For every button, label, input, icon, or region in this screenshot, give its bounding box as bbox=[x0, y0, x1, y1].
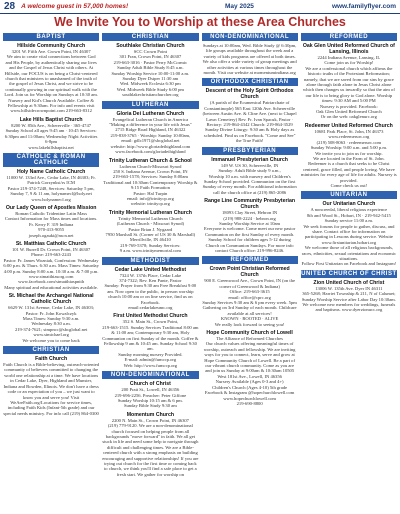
church-name: St. Michael the Archangel National Catholic Church bbox=[8, 293, 94, 306]
section-header: ORTHODOX CHRISTIAN bbox=[202, 78, 298, 86]
listing-text: Sunday Bible Study 9:30 am bbox=[123, 403, 177, 409]
header-divider bbox=[0, 13, 400, 14]
listing-text: Many spiritual and educational activities available. bbox=[4, 284, 98, 290]
church-listing bbox=[3, 43, 99, 114]
listing-text: email: gdlc1971@sbcglobal.net bbox=[121, 138, 180, 144]
listing-text: 101 W. Burrell Dr. Crown Point, IN 46307 bbox=[11, 246, 91, 252]
church-name: Faith Church bbox=[35, 356, 68, 363]
listing-text: KNOWN · ROOTED · ALIVE bbox=[220, 316, 279, 322]
church-name: Lake Hills Baptist Church bbox=[19, 116, 83, 123]
listing-text: www.facebook.com/gloriadeihighland bbox=[115, 149, 186, 155]
section-header: CATHOLIC & ROMAN CATHOLIC bbox=[3, 153, 99, 167]
listing-text: SCC Crown Point bbox=[133, 49, 167, 54]
listing-text: Nursery is provided. Facebook: bbox=[319, 103, 378, 109]
listing-text: Nursery Available (Ages 0-3 and 4+) bbox=[215, 379, 284, 385]
listing-text: www.lakehillsbaptist.net bbox=[28, 144, 74, 150]
listing-text: Sunday Worship: 9:00 a.m. and 5:00 p.m. bbox=[310, 145, 388, 151]
church-listing bbox=[301, 201, 397, 266]
listing-text: Wed. Midweek Bible Study 6:00 pm bbox=[116, 86, 184, 92]
listing-text: Office: 219-663-3615 bbox=[229, 289, 270, 295]
church-name: Oak Glen United Reformed Church of Lansing, Illinois bbox=[302, 43, 395, 55]
church-listing bbox=[202, 266, 298, 327]
listing-text: Sundays at 10:00am, Wed. Bible Study @ 6:30pm, life groups available throughout the week and a variety of kids programs are offered at both times. We also offer a wide variety of group meetings and other activities at various times throughout the month. Visit our website at momentumindiana.org bbox=[202, 43, 297, 76]
listing-text: "Making a difference in your life with Jesus" bbox=[109, 122, 192, 128]
church-name: Trinity Lutheran Church & School bbox=[109, 157, 192, 164]
listing-text: (Lutheran Church - Missouri Synod) bbox=[116, 221, 185, 227]
church-name: Our Unitarian Church bbox=[322, 201, 376, 208]
listing-text: Come check us out! bbox=[330, 182, 368, 188]
listing-text: 13006 W. 135th Ave. Dyer IN 46311 bbox=[315, 285, 383, 291]
directory-column bbox=[102, 32, 198, 512]
listing-text: Or on the web: oakglenurc.org bbox=[320, 114, 377, 120]
listing-text: Web: http://www.fumccp.org bbox=[123, 362, 178, 368]
church-listing bbox=[202, 43, 298, 75]
listing-text: We really look forward to seeing you! bbox=[214, 321, 285, 327]
listing-text: www.stmichael.org bbox=[33, 332, 69, 338]
listing-text: 219-696-2256. Preacher: Peter Giffone bbox=[114, 392, 187, 398]
section-header: CHRISTIAN bbox=[102, 33, 198, 41]
church-listing bbox=[102, 412, 198, 477]
listing-text: 374-7322; Rev. Ken Pante, Pastor bbox=[119, 278, 182, 283]
section-header: METHODIST bbox=[102, 257, 198, 265]
tagline: A welcome guest in 57,000 homes! bbox=[21, 3, 129, 10]
site-url[interactable]: www.familyflyer.com bbox=[331, 3, 396, 10]
church-listing bbox=[202, 330, 298, 406]
listing-text: 352 S. Main St., Crown Point, bbox=[122, 319, 179, 325]
section-header: REFORMED bbox=[202, 256, 298, 264]
listing-text: 8200 W. 85th Ave., Schererville · 365-4747 bbox=[11, 122, 92, 128]
church-name: Immanuel Presbyterian Church bbox=[211, 156, 288, 163]
church-listing bbox=[202, 88, 298, 143]
church-name: Southlake Christian Church bbox=[116, 43, 185, 49]
section-header: UNITARIAN bbox=[301, 191, 397, 199]
listing-text: 219-374-7621; stmpncc@sbcglobal.net bbox=[14, 326, 88, 332]
listing-text: Phone: 219-663-2243 bbox=[31, 252, 72, 258]
listing-text: 900 E. Greenwood Ave., Crown Point, IN (on the corner of Greenwood & Indiana) bbox=[204, 278, 295, 289]
church-listing bbox=[102, 111, 198, 155]
listing-text: (A parish of the Ecumenical Patriarchate of Constantinople) 565 East 120th Ave. Schererville (between Austin Ave. & Cline Ave. (next to Chapel Lawn Cemetery) Rev. Fr. Ivan Spacuk, Pastor · Rectory: 219-864-4342 Church: 219-864-3529 Sunday Divine Liturgy: 9:30 am & Holy days as scheduled. Find us on Facebook. "Come and See" the True Faith! bbox=[202, 100, 297, 144]
directory-column bbox=[202, 32, 298, 512]
church-listing bbox=[3, 293, 99, 343]
church-name: Zion United Church of Christ bbox=[313, 279, 385, 286]
listing-text: email: info@trinitycp.org bbox=[126, 195, 174, 201]
listing-text: We welcome those of all religious backgrounds, races, ethnicities, sexual orientations and economic situations. bbox=[301, 245, 397, 261]
listing-text: 219-663-1578; Services: Sunday 8:00am Traditional and 10:30am Contemporary Worship & 9:15 Faith Formation bbox=[103, 174, 198, 191]
church-name: Holy Name Catholic Church bbox=[16, 168, 86, 175]
listing-text: Pastor: Fr. James Wozniak, Confession: Wednesday 6:00 p.m. & Thurs. 6:30 a.m. Mass Times: Saturday 4:00 p.m. Sunday 8:00 a.m. 10:30 a.m. & 7:00 p.m. bbox=[3, 257, 99, 274]
section-header: BAPTIST bbox=[3, 33, 99, 41]
listing-text: We are a confessional church which affirms the historic truths of the Protestant Reformation; namely, that we are saved from our sins by grace alone through faith alone in Jesus Christ alone which then changes us inwardly so that the aim of our life is to bring glory to God alone. Worship times: 9:30 AM and 5:00 PM bbox=[302, 65, 395, 104]
section-header: REFORMED bbox=[301, 33, 397, 41]
listing-text: 219-769-5378; Sunday Services: bbox=[120, 242, 181, 248]
page-number: 28 bbox=[4, 1, 16, 12]
section-header: CHRISTIAN bbox=[3, 346, 99, 354]
listing-text: 7950 Marshall St. (Corner of US 30 & Marshall) Merrillville, IN 46410 bbox=[105, 231, 196, 243]
listing-text: 2200 N. Main St., Crown Point, IN 46307 bbox=[111, 417, 189, 423]
section-header: PRESBYTERIAN bbox=[202, 147, 298, 155]
church-listing bbox=[102, 158, 198, 207]
listing-text: email: office@cprc.org bbox=[228, 294, 271, 300]
listing-text: Faith Church is a Bible-believing, outreach-oriented community of believers committed to changing the world one relationship at a time. We have locations in Cedar Lake, Dyer, Highland and Munster, Indiana and Bowden, Illinois. We don't have a dress code or an expectation of you – we just want to know you and serve you! Visit WeAreFaith.org/Locations for service times, including Faith Kids (Infant-5th grade) and our special needs ministry. For info call (219) 864-0300 bbox=[3, 362, 100, 416]
listing-text: Sunday service 11:00 a.m. bbox=[324, 218, 374, 224]
listing-text: The Alliance of Reformed Churches bbox=[216, 336, 283, 342]
listing-text: Sunday Worship Service 10:00-11:00 a.m. bbox=[111, 70, 190, 76]
page-headline: We Invite You to Worship at these Area Churches bbox=[54, 15, 346, 29]
listing-text: 970-413-9055 bbox=[38, 227, 65, 233]
listing-text: Sunday Services 9:30 am & 6 pm every week. 5pm Gathering on 3rd Sunday of each month. Childcare available at all services! bbox=[202, 300, 297, 316]
listing-text: Children's Church (Ages 4-10) 5th grade bbox=[212, 384, 288, 390]
listing-text: 2715 Ridge Road Highland, IN 46322 bbox=[115, 127, 186, 133]
church-directory bbox=[3, 32, 397, 512]
listing-text: website: trinitycp.org bbox=[130, 201, 170, 207]
listing-text: Mass Times: Sunday 9:30 a.m. bbox=[22, 316, 80, 322]
listing-text: Come join us for Worship! bbox=[324, 60, 374, 66]
church-listing bbox=[202, 198, 298, 253]
listing-text: 8th and Wood St., Hobart, IN · 219-942-5415 bbox=[306, 212, 391, 218]
church-name: Redeemer United Reformed Church bbox=[304, 122, 393, 129]
listing-text: (219) 988-2224 · hebron.org bbox=[223, 215, 276, 221]
listing-text: Sunday: Prayer from 9:30 am Free Breakfast 9:00 am. Now open to the public, in person worship church 10:00 am or on line service, find us on Facebook. bbox=[104, 283, 197, 305]
church-name: Cedar Lake United Methodist bbox=[114, 266, 187, 273]
church-name: Descent of the Holy Spirit Orthodox Church bbox=[205, 88, 294, 101]
church-name: Gloria Dei Lutheran Church bbox=[116, 110, 185, 117]
church-name: St. Matthias Catholic Church bbox=[15, 240, 87, 247]
listing-text: (219) 508-8063 · redeemerurc.com bbox=[316, 139, 382, 145]
listing-text: www.redeemerurc.org bbox=[328, 134, 370, 140]
listing-text: 9 a.m. www.trinitymemorial.com bbox=[119, 248, 181, 254]
listing-text: Follow First Unitarian on Facebook and Instagram! bbox=[301, 261, 397, 267]
listing-text: 250 S. Indiana Avenue, Crown Point, IN bbox=[113, 168, 188, 174]
listing-text: email:cedarlakeumc.org bbox=[128, 305, 173, 311]
listing-text: We aim to create vital connections between God and His People, by authentically sharing our lives and the Gospel of Jesus Christ with others. At Hillside, our FOCUS is on being a Christ-centered church that ministers to unashamed of the truth of the gospel of Jesus Christ, and we strive to be continually growing in our spiritual walk with the Lord. Join us for Worship on Sundays at 10:30 am. Nursery and Kid's Church Available. Coffee & Fellowship at 9:30am. For info and events visit www.hillsidecrownpoint.com 219-663-8312 bbox=[4, 54, 98, 114]
church-listing bbox=[202, 157, 298, 195]
listing-text: Sunday morning nursery Provided. bbox=[118, 351, 183, 357]
listing-text: Worship 10 a.m. with nursery and Children's Sunday School provided. Communion on the first Sunday of every month. For additional information call the church office at (219) 865-2086 bbox=[202, 173, 297, 195]
listing-text: 6629 W. 131st Avenue, Cedar Lake, IN 46303; Pastor: Fr. John Kowalczyk bbox=[8, 305, 95, 316]
listing-text: 11000 W. 133rd Ave., Cedar Lake, IN 46303; Fr. Patrick Gorzynksi/rs ICM bbox=[6, 174, 96, 186]
church-listing bbox=[3, 169, 99, 202]
listing-text: A noncreedal, liberal religious experience bbox=[310, 207, 388, 213]
listing-text: 200 Pratt St., Lowell, IN 46356 bbox=[121, 387, 180, 393]
listing-text: 2244 Indiana Avenue, Lansing, IL bbox=[317, 55, 381, 60]
listing-text: We welcome you to come back bbox=[22, 337, 80, 343]
page-header bbox=[0, 0, 400, 13]
listing-text: Pastor: Hal Turpin bbox=[133, 190, 168, 196]
directory-column bbox=[301, 32, 397, 512]
church-name: Hope Community Church of Lowell bbox=[206, 330, 293, 337]
listing-text: Sunday Dyer Dstper 11:30 am bbox=[122, 76, 179, 82]
section-header: UNITED CHURCH OF CHRIST bbox=[301, 270, 397, 277]
listing-text: Contact Information for Mass times and locations. Fr. Kerry F. 319 Indiana bbox=[4, 216, 98, 227]
church-listing bbox=[3, 241, 99, 290]
listing-text: joseph.ogauki@ascn.net bbox=[28, 232, 74, 238]
listing-text: We are located in the Farm of St. John. bbox=[313, 155, 385, 161]
listing-text: We seek forums for people to gather, discuss, and share. Contact office for information on participating in Lessons during service. Website www.firstunitarian.hobart.org bbox=[303, 223, 395, 245]
church-listing bbox=[3, 117, 99, 150]
listing-text: 219-838-3765 · Worship: Sunday 10:00am, bbox=[110, 132, 191, 138]
listing-text: E-mail: admin@fumccp.org bbox=[124, 357, 177, 363]
listing-text: 219-690-8800 bbox=[236, 400, 263, 406]
church-listing bbox=[102, 313, 198, 368]
listing-text: 149 W. US 30, Schererville, IN bbox=[220, 162, 279, 168]
listing-text: Wednesday 8:30 a.m. bbox=[31, 321, 71, 327]
listing-text: southlakechristianchurcher.org bbox=[122, 92, 179, 98]
listing-text: Sunday School all ages 9:45 am · 10:45 Services: 6:30pm and 11:00am; Wednesday Night Activities 6-8pm bbox=[4, 128, 98, 145]
listing-text: (219) 779-9120. We are a non-denominational church focused on helping people from all backgrounds "move forward" in faith. We all get stuck in life and need some help to navigate through difficult and challenging times. We are a Bible-centered church with a strong emphasis on building encouraging and supportive relationships! If you are trying out church for the first time or coming back to church, we think you'll find a safe place to get a fresh start. We gather for worship on bbox=[102, 423, 199, 477]
listing-text: Redeemer is a church that seeks to be Christ centered, grace filled, and people loving. We have ministries for every age of life for adults. Nursery is provided. bbox=[301, 161, 397, 183]
section-header: NON-DENOMINATIONAL bbox=[202, 33, 298, 41]
listing-text: 3201 W. Fifth Ave. Crown Point, IN 46307 bbox=[11, 49, 91, 54]
listing-text: Our church values offering meaningful times of worship, outreach and fellowship. We are inviting ways for you to connect, learn, serve and grow at Hope Community Church of Lowell. Be a part of our vibrant church community. Come as you are and join us Sunday at 9:00am & 10:30am 10505 West 181st Ave., Lowell, IN 46356 bbox=[203, 341, 296, 379]
listing-text: 10681 Park Place, St. John, IN 46373 bbox=[314, 128, 384, 134]
listing-text: www.facebook.com/stmatthiaspnith bbox=[18, 279, 85, 285]
listing-text: 301 Fran, Crown Point, IN 46307 bbox=[119, 54, 182, 60]
listing-text: Sunday Worship 10:15 am & 6 pm. bbox=[117, 397, 183, 403]
listing-text: Oak Glen United Reformed Church bbox=[316, 109, 382, 115]
section-header: LUTHERAN bbox=[102, 101, 198, 109]
church-listing bbox=[301, 280, 397, 313]
listing-text: Pastor 219-374-7248, Services: Saturday 5 pm, Sunday 7, 9 & 11 am, holynamecl@holy.net bbox=[7, 185, 95, 197]
listing-text: Evangelical Lutheran Church in America bbox=[112, 116, 189, 122]
listing-text: Lutheran Church-Missouri Synod bbox=[119, 163, 182, 169]
church-name: Church of Christ bbox=[129, 381, 171, 388]
listing-text: www.holynamecl.org bbox=[31, 196, 71, 202]
church-listing bbox=[102, 210, 198, 254]
listing-text: Trinity Memorial Lutheran Church bbox=[118, 215, 183, 221]
listing-text: 219-663-3016 · Pastor Perry McCormic bbox=[113, 59, 188, 65]
listing-text: 365-5268; Harriet Township & 211, N of Calumet; Sunday Worship Service after Labor Day 10:30am. We welcome new members for weddings, funerals and baptisms. www.dyerzionucc.org bbox=[301, 291, 396, 313]
church-listing bbox=[301, 43, 397, 120]
church-listing bbox=[3, 356, 99, 416]
section-header: NON-DENOMINATIONAL bbox=[102, 371, 198, 379]
church-listing bbox=[3, 205, 99, 238]
church-listing bbox=[102, 381, 198, 409]
listing-text: www.stmatthiasorg.com bbox=[28, 274, 74, 279]
church-listing bbox=[102, 43, 198, 98]
listing-text: Sunday Adult Bible Study 8:45 a.m. bbox=[117, 65, 184, 71]
listing-text: Sunday Worship Service at 10am bbox=[219, 220, 281, 226]
church-name: First United Methodist Church bbox=[113, 313, 188, 320]
directory-column bbox=[3, 32, 99, 512]
church-name: Momentum Church bbox=[126, 411, 174, 418]
listing-text: Wed. Midweek Ecclesia 6:30 pm bbox=[120, 81, 181, 87]
listing-text: Everyone is welcome. Come meet our new pastor Communion on the first Sunday of every month. Sunday School for children ages 5-12 during Church on Communion Sundays. For more info contact Church office: 219-996-8246. bbox=[203, 226, 296, 253]
church-name: Crown Point Christian Reformed Church bbox=[209, 266, 290, 279]
listing-text: 18093 Clay Street, Hebron IN bbox=[222, 210, 278, 216]
church-listing bbox=[102, 267, 198, 311]
church-name: Hillside Community Church bbox=[17, 43, 86, 49]
listing-text: Pastor Brian J. Nygaard bbox=[128, 226, 173, 232]
church-name: Range Line Community Presbyterian Church bbox=[204, 198, 296, 211]
church-listing bbox=[301, 123, 397, 188]
church-name: Our Lady Queen of Apostles Mission bbox=[5, 204, 97, 211]
listing-text: Facebook & Instagram @hopechurchlowell.com www.hopechurchlowell.com bbox=[204, 390, 295, 401]
church-name: Trinity Memorial Lutheran Church bbox=[108, 209, 192, 216]
issue-date: May 2025 bbox=[225, 3, 254, 10]
listing-text: 7324 W. 137th Place, Cedar Lake bbox=[119, 272, 182, 278]
listing-text: 219-663-1515. Sunday Services Traditional 8:00 am & 11:00 am; Contemporary 9:30 am, Holy Communion on first Sunday of the month. Coffee & Fellowship 9 am & 10:45 am. Sunday School 9:30 am. bbox=[102, 324, 199, 352]
listing-text: website: http://www.gloriadeihighland.com bbox=[110, 143, 191, 149]
listing-text: Sunday: Adult Bible study 9 a.m., bbox=[218, 168, 281, 174]
listing-text: We invite you to join us for worship. bbox=[315, 150, 383, 156]
listing-text: Roman Catholic Tridentine Latin Mass bbox=[15, 210, 87, 216]
